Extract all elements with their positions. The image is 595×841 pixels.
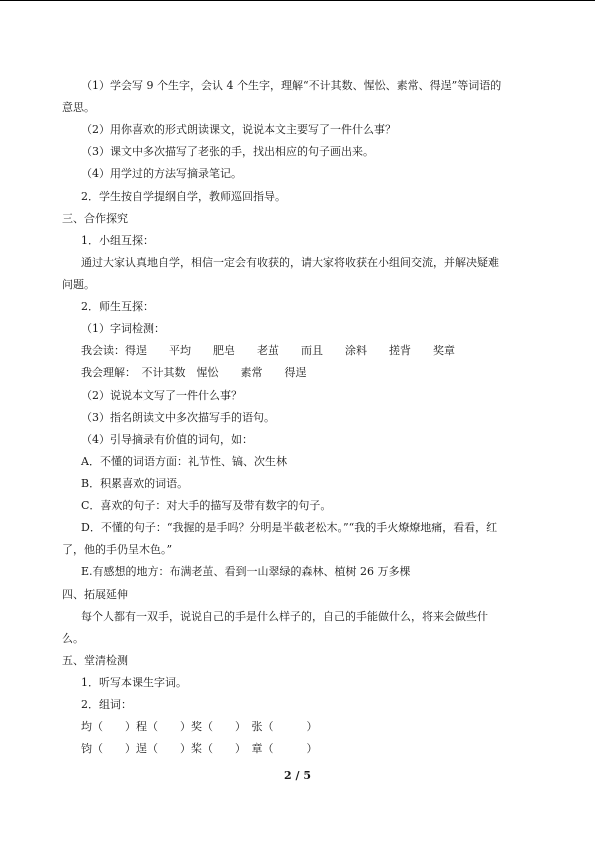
line-objective-1-cont: 意思。 xyxy=(62,101,95,114)
line-option-d: D．不懂的句子：“我握的是手吗？分明是半截老松木。”“我的手火燎燎地痛，看看，红 xyxy=(81,521,498,534)
line-i-can-understand: 我会理解： 不计其数 惺忪 素常 得逞 xyxy=(81,366,307,379)
line-group-inquiry: 1．小组互探： xyxy=(81,234,154,247)
line-hands-prompt-cont: 么。 xyxy=(62,632,84,645)
page-number: 2 / 5 xyxy=(284,769,311,782)
line-objective-1: （1）学会写 9 个生字，会认 4 个生字，理解“不计其数、惺忪、素常、得逞”等词语的 xyxy=(81,79,502,92)
line-objective-4: （4）用学过的方法写摘录笔记。 xyxy=(81,167,242,180)
line-objective-2: （2）用你喜欢的形式朗读课文，说说本文主要写了一件什么事？ xyxy=(81,123,396,136)
heading-extension: 四、拓展延伸 xyxy=(62,588,128,601)
line-discuss-story: （2）说说本文写了一件什么事？ xyxy=(81,389,242,402)
line-option-c: C．喜欢的句子：对大手的描写及带有数字的句子。 xyxy=(81,499,332,512)
top-border xyxy=(0,0,595,1)
line-group-exchange-cont: 问题。 xyxy=(62,278,95,291)
line-guide-excerpt: （4）引导摘录有价值的词句，如： xyxy=(81,433,253,446)
line-i-can-read: 我会读：得逞 平均 肥皂 老茧 而且 涂料 搓背 奖章 xyxy=(81,344,455,357)
line-word-building-row-2: 钧（ ）逞（ ）桨（ ） 章（ ） xyxy=(81,742,318,755)
line-self-study: 2．学生按自学提纲自学，教师巡回指导。 xyxy=(81,190,286,203)
heading-class-check: 五、堂清检测 xyxy=(62,654,128,667)
line-option-b: B．积累喜欢的词语。 xyxy=(81,477,189,490)
line-objective-3: （3）课文中多次描写了老张的手，找出相应的句子画出来。 xyxy=(81,145,374,158)
line-word-check: （1）字词检测： xyxy=(81,322,165,335)
heading-cooperative-inquiry: 三、合作探究 xyxy=(62,212,128,225)
line-group-exchange: 通过大家认真地自学，相信一定会有收获的，请大家将收获在小组间交流，并解决疑难 xyxy=(81,256,499,269)
line-option-a: A．不懂的词语方面：礼节性、镐、次生林 xyxy=(81,455,287,468)
line-option-d-cont: 了，他的手仍呈木色。” xyxy=(62,543,173,556)
line-dictation: 1．听写本课生字词。 xyxy=(81,676,187,689)
line-hands-prompt: 每个人都有一双手，说说自己的手是什么样子的，自己的手能做什么，将来会做些什 xyxy=(81,610,488,623)
line-word-building-row-1: 均（ ）程（ ）奖（ ） 张（ ） xyxy=(81,720,318,733)
line-teacher-student: 2．师生互探： xyxy=(81,300,154,313)
line-option-e: E.有感想的地方：布满老茧、看到一山翠绿的森林、植树 26 万多棵 xyxy=(81,565,411,578)
line-word-building: 2．组词： xyxy=(81,698,132,711)
line-read-aloud: （3）指名朗读文中多次描写手的语句。 xyxy=(81,411,275,424)
